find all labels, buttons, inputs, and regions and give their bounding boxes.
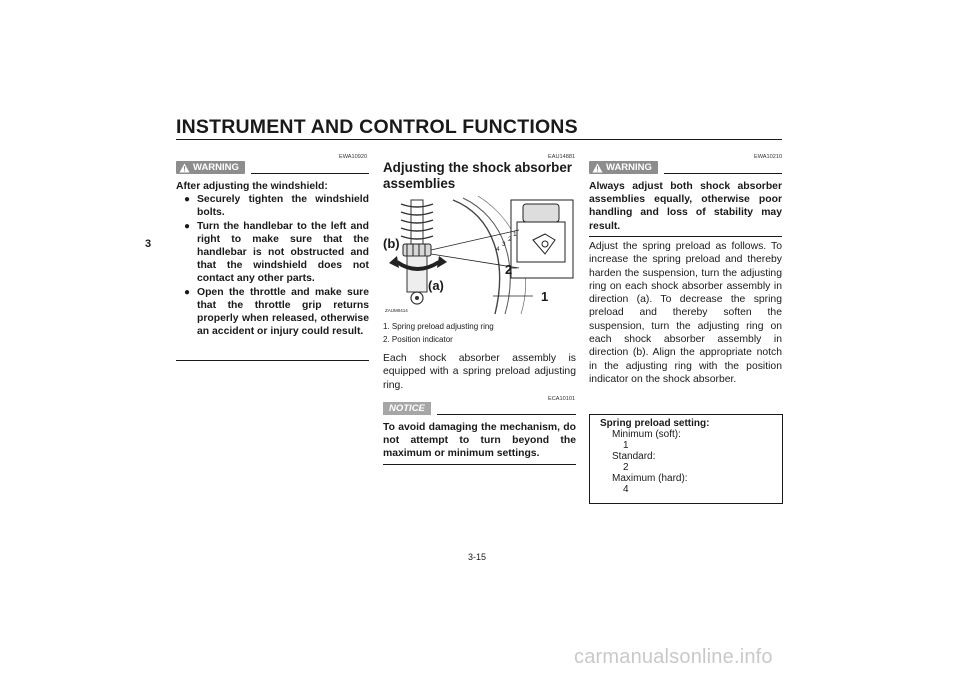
chapter-tab: 3 bbox=[145, 238, 152, 250]
notice-rule bbox=[437, 414, 576, 415]
warning-header-right bbox=[589, 161, 782, 174]
warning-ref-code-right: EWA10210 bbox=[754, 154, 783, 160]
bullet-text: Open the throttle and make sure that the throttle grip returns properly when released, otherwise an accident or injury could result. bbox=[197, 286, 369, 338]
caption-text: Position indicator bbox=[391, 335, 453, 344]
list-item bbox=[184, 286, 369, 339]
label-a: (a) bbox=[428, 278, 444, 293]
notch-number: 2 bbox=[508, 236, 512, 243]
spec-min-value: 1 bbox=[623, 440, 629, 451]
label-b: (b) bbox=[383, 236, 400, 251]
spec-title: Spring preload setting: bbox=[600, 418, 710, 429]
shock-absorber-figure bbox=[383, 196, 575, 316]
caption-number: 2. bbox=[383, 335, 390, 344]
bullet-text: Turn the handlebar to the left and right to make sure that the handlebar is not obstructed and that the windshield does not contact any other parts. bbox=[197, 220, 369, 285]
warning-triangle-icon bbox=[179, 163, 190, 173]
warning-end-rule-right bbox=[589, 236, 782, 237]
caption-text: Spring preload adjusting ring bbox=[391, 322, 494, 331]
warning-ref-code: EWA10920 bbox=[339, 154, 368, 160]
section-ref-code: EAU14881 bbox=[548, 154, 576, 160]
notice-badge: NOTICE bbox=[383, 402, 431, 415]
title-rule bbox=[176, 139, 782, 140]
page-number: 3-15 bbox=[468, 552, 487, 562]
bullet-icon: ● bbox=[184, 194, 191, 206]
warning-end-rule bbox=[176, 360, 369, 361]
warning-header bbox=[176, 161, 369, 174]
notice-ref-code: ECA10101 bbox=[548, 396, 576, 402]
spec-max-label: Maximum (hard): bbox=[612, 473, 688, 484]
spec-min-label: Minimum (soft): bbox=[612, 429, 681, 440]
warning-badge bbox=[176, 161, 245, 174]
adjustment-instructions: Adjust the spring preload as follows. To increase the spring preload and thereby harden the suspension, turn the adjusting ring on each shock absorber assembly in direction (a). To decrease the spring preload and thereby soften the suspension, turn the adjusting ring on each shock absorber assembly in direction (b). Align the appropriate notch in the adjusting ring with the position indicator on the shock absorber. bbox=[589, 241, 782, 385]
spec-std-label: Standard: bbox=[612, 451, 656, 462]
notice-header bbox=[383, 402, 576, 415]
spec-max-value: 4 bbox=[623, 484, 629, 495]
shock-intro-paragraph: Each shock absorber assembly is equipped with a spring preload adjusting ring. bbox=[383, 353, 576, 391]
section-heading: Adjusting the shock absorber assemblies bbox=[383, 160, 572, 191]
spec-box bbox=[589, 414, 783, 504]
warning-label: WARNING bbox=[606, 162, 652, 173]
image-code: ZAUM0414 bbox=[385, 308, 408, 313]
warning-triangle-icon bbox=[592, 163, 603, 173]
notice-end-rule bbox=[383, 464, 576, 465]
warning-rule bbox=[251, 173, 369, 174]
spec-std-value: 2 bbox=[623, 462, 629, 473]
bullet-icon: ● bbox=[184, 220, 191, 232]
callout-2: 2 bbox=[505, 262, 513, 277]
windshield-warning-block bbox=[176, 180, 369, 338]
warning-badge bbox=[589, 161, 658, 174]
bullet-icon: ● bbox=[184, 286, 191, 298]
list-item bbox=[184, 193, 369, 219]
figure-caption-2 bbox=[383, 334, 453, 345]
warning-label: WARNING bbox=[193, 162, 239, 173]
figure-caption-1 bbox=[383, 321, 494, 332]
page-title: INSTRUMENT AND CONTROL FUNCTIONS bbox=[176, 116, 578, 138]
list-item bbox=[184, 220, 369, 286]
notice-text: To avoid damaging the mechanism, do not attempt to turn beyond the maximum or minimum settings. bbox=[383, 422, 576, 460]
notch-number: 3 bbox=[502, 241, 506, 248]
watermark[interactable]: carmanualsonline.info bbox=[574, 646, 773, 668]
notch-number: 4 bbox=[496, 246, 500, 253]
warning-intro: After adjusting the windshield: bbox=[176, 181, 328, 192]
notch-number: 1 bbox=[513, 231, 517, 238]
bullet-text: Securely tighten the windshield bolts. bbox=[197, 194, 369, 219]
callout-1: 1 bbox=[541, 289, 549, 304]
warning-text-right: Always adjust both shock absorber assemblies equally, otherwise poor handling and loss of stability may result. bbox=[589, 181, 782, 232]
caption-number: 1. bbox=[383, 322, 390, 331]
warning-rule bbox=[664, 173, 782, 174]
